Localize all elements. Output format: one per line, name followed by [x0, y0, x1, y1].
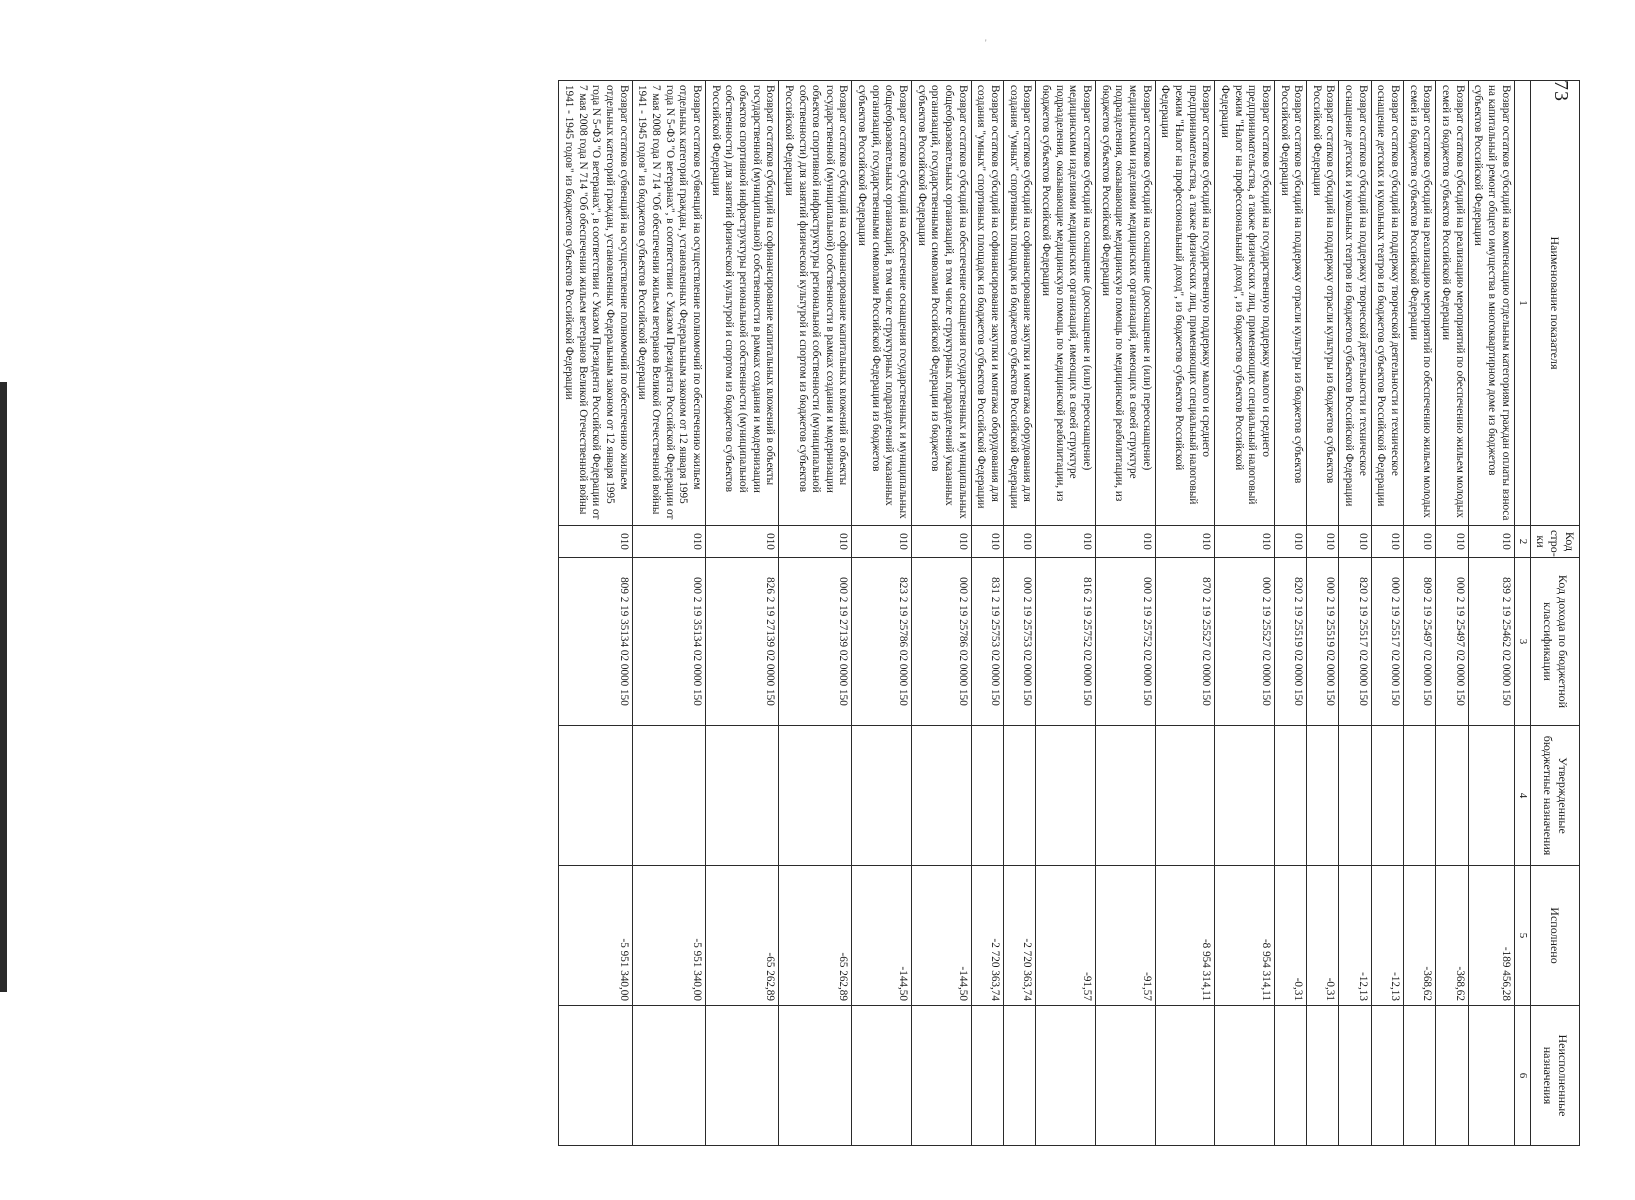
row-unexecuted	[1371, 1006, 1403, 1146]
header-line-code: Код стро-ки	[1531, 526, 1580, 558]
row-line-code: 010	[705, 526, 778, 558]
budget-execution-table	[558, 80, 1580, 1146]
row-approved	[1215, 726, 1275, 866]
table-row	[632, 81, 705, 1146]
row-executed: -368,62	[1404, 866, 1436, 1006]
row-income-code: 000 2 19 25752 02 0000 150	[1096, 558, 1156, 726]
row-approved	[1096, 726, 1156, 866]
row-income-code: 823 2 19 25786 02 0000 150	[852, 558, 912, 726]
row-unexecuted	[705, 1006, 778, 1146]
header-executed: Исполнено	[1531, 866, 1580, 1006]
row-unexecuted	[559, 1006, 632, 1146]
row-executed: -2 720 363,74	[1004, 866, 1036, 1006]
table-row	[1096, 81, 1156, 1146]
table-row	[852, 81, 912, 1146]
row-approved	[1274, 726, 1306, 866]
row-indicator-name: Возврат остатков субсидий на реализацию мероприятий по обеспечению жильем молодых семей из бюджетов субъектов Российской Федерации	[1436, 81, 1468, 526]
row-indicator-name: Возврат остатков субсидий на поддержку творческой деятельности и техническое оснащение детских и кукольных театров из бюджетов субъектов Российской Федерации	[1339, 81, 1371, 526]
row-indicator-name: Возврат остатков субсидий на софинансирование закупки и монтажа оборудования для создания "умных" спортивных площадок из бюджетов субъектов Российской Федерации	[1004, 81, 1036, 526]
header-indicator-name: Наименование показателя	[1531, 81, 1580, 526]
row-executed: -368,62	[1436, 866, 1468, 1006]
row-indicator-name: Возврат остатков субвенций на осуществление полномочий по обеспечению жильем отдельных категорий граждан, установленных Федеральным законом от 12 января 1995 года N 5-ФЗ "О ветеранах", в соответствии с Указом Президента Российской Федерации от 7 мая 2008 года N 714 "Об обеспечении жильем ветеранов Великой Отечественной войны 1941 - 1945 годов" из бюджетов субъектов Российской Федерации	[559, 81, 632, 526]
row-line-code: 010	[1155, 526, 1215, 558]
row-executed: -91,57	[1096, 866, 1156, 1006]
table-row	[1036, 81, 1096, 1146]
row-unexecuted	[1274, 1006, 1306, 1146]
row-income-code: 809 2 19 25497 02 0000 150	[1404, 558, 1436, 726]
row-line-code: 010	[971, 526, 1003, 558]
row-indicator-name: Возврат остатков субсидий на государственную поддержку малого и среднего предпринимательства, а также физических лиц, применяющих специальный налоговый режим "Налог на профессиональный доход", из бюджетов субъектов Российской Федерации	[1155, 81, 1215, 526]
row-line-code: 010	[912, 526, 972, 558]
row-executed: -144,50	[912, 866, 972, 1006]
table-row	[1274, 81, 1306, 1146]
row-unexecuted	[1307, 1006, 1339, 1146]
row-indicator-name: Возврат остатков субсидий на софинансирование капитальных вложений в объекты государственной (муниципальной) собственности в рамках создания и модернизации объектов спортивной инфраструктуры региональной собственности (муниципальной собственности) для занятий физической культурой и спортом из бюджетов субъектов Российской Федерации	[779, 81, 852, 526]
row-line-code: 010	[852, 526, 912, 558]
row-unexecuted	[1155, 1006, 1215, 1146]
row-unexecuted	[971, 1006, 1003, 1146]
column-number: 4	[1514, 726, 1530, 866]
row-unexecuted	[852, 1006, 912, 1146]
row-income-code: 820 2 19 25517 02 0000 150	[1339, 558, 1371, 726]
row-approved	[852, 726, 912, 866]
row-line-code: 010	[779, 526, 852, 558]
row-executed: -5 951 340,00	[632, 866, 705, 1006]
row-line-code: 010	[1339, 526, 1371, 558]
row-approved	[779, 726, 852, 866]
row-income-code: 000 2 19 35134 02 0000 150	[632, 558, 705, 726]
row-unexecuted	[779, 1006, 852, 1146]
row-income-code: 816 2 19 25752 02 0000 150	[1036, 558, 1096, 726]
row-indicator-name: Возврат остатков субсидий на поддержку творческой деятельности и техническое оснащение детских и кукольных театров из бюджетов субъектов Российской Федерации	[1371, 81, 1403, 526]
row-executed: -91,57	[1036, 866, 1096, 1006]
table-row	[1468, 81, 1514, 1146]
row-executed: -144,50	[852, 866, 912, 1006]
row-approved	[1307, 726, 1339, 866]
row-executed: -5 951 340,00	[559, 866, 632, 1006]
column-number: 1	[1514, 81, 1530, 526]
row-indicator-name: Возврат остатков субсидий на поддержку отрасли культуры из бюджетов субъектов Российской Федерации	[1307, 81, 1339, 526]
row-executed: -12,13	[1371, 866, 1403, 1006]
row-income-code: 000 2 19 25517 02 0000 150	[1371, 558, 1403, 726]
row-executed: -8 954 314,11	[1155, 866, 1215, 1006]
row-income-code: 809 2 19 35134 02 0000 150	[559, 558, 632, 726]
page-number: 73	[1550, 80, 1572, 102]
row-executed: -189 456,28	[1468, 866, 1514, 1006]
row-indicator-name: Возврат остатков субсидий на реализацию мероприятий по обеспечению жильем молодых семей из бюджетов субъектов Российской Федерации	[1404, 81, 1436, 526]
row-approved	[632, 726, 705, 866]
row-income-code: 000 2 19 25497 02 0000 150	[1436, 558, 1468, 726]
row-approved	[1468, 726, 1514, 866]
row-income-code: 820 2 19 25519 02 0000 150	[1274, 558, 1306, 726]
table-row	[1371, 81, 1403, 1146]
row-executed: -65 262,89	[705, 866, 778, 1006]
row-line-code: 010	[1096, 526, 1156, 558]
row-unexecuted	[1215, 1006, 1275, 1146]
row-line-code: 010	[1004, 526, 1036, 558]
row-unexecuted	[1468, 1006, 1514, 1146]
column-number: 3	[1514, 558, 1530, 726]
row-income-code: 000 2 19 25519 02 0000 150	[1307, 558, 1339, 726]
row-executed: -0,31	[1274, 866, 1306, 1006]
row-approved	[705, 726, 778, 866]
row-line-code: 010	[1468, 526, 1514, 558]
table-row	[1155, 81, 1215, 1146]
row-income-code: 000 2 19 25527 02 0000 150	[1215, 558, 1275, 726]
row-indicator-name: Возврат остатков субсидий на компенсацию отдельным категориям граждан оплаты взноса на капитальный ремонт общего имущества в многоквартирном доме из бюджетов субъектов Российской Федерации	[1468, 81, 1514, 526]
row-approved	[971, 726, 1003, 866]
row-unexecuted	[1436, 1006, 1468, 1146]
table-row	[1307, 81, 1339, 1146]
table-row	[1404, 81, 1436, 1146]
row-executed: -0,31	[1307, 866, 1339, 1006]
table-header-row	[1531, 81, 1580, 1146]
header-unexecuted: Неисполненные назначения	[1531, 1006, 1580, 1146]
row-line-code: 010	[1307, 526, 1339, 558]
table-row	[1339, 81, 1371, 1146]
row-unexecuted	[912, 1006, 972, 1146]
column-number: 6	[1514, 1006, 1530, 1146]
table-row	[559, 81, 632, 1146]
row-indicator-name: Возврат остатков субсидий на государственную поддержку малого и среднего предпринимательства, а также физических лиц, применяющих специальный налоговый режим "Налог на профессиональный доход", из бюджетов субъектов Российской Федерации	[1215, 81, 1275, 526]
row-approved	[1036, 726, 1096, 866]
row-unexecuted	[1339, 1006, 1371, 1146]
row-line-code: 010	[1371, 526, 1403, 558]
table-row	[705, 81, 778, 1146]
row-unexecuted	[632, 1006, 705, 1146]
row-approved	[1371, 726, 1403, 866]
row-approved	[912, 726, 972, 866]
row-line-code: 010	[632, 526, 705, 558]
budget-report-page	[160, 80, 1580, 1145]
row-line-code: 010	[1036, 526, 1096, 558]
row-indicator-name: Возврат остатков субсидий на оснащение (дооснащение и (или) переоснащение) медицинскими изделиями медицинских организаций, имеющих в своей структуре подразделения, оказывающие медицинскую помощь по медицинской реабилитации, из бюджетов субъектов Российской Федерации	[1096, 81, 1156, 526]
header-approved: Утвержденные бюджетные назначения	[1531, 726, 1580, 866]
table-row	[912, 81, 972, 1146]
row-executed: -65 262,89	[779, 866, 852, 1006]
row-indicator-name: Возврат остатков субсидий на обеспечение оснащения государственных и муниципальных общеобразовательных организаций, в том числе структурных подразделений указанных организаций, государственными символами Российской Федерации из бюджетов субъектов Российской Федерации	[912, 81, 972, 526]
row-executed: -12,13	[1339, 866, 1371, 1006]
row-approved	[559, 726, 632, 866]
row-approved	[1155, 726, 1215, 866]
row-unexecuted	[1096, 1006, 1156, 1146]
row-unexecuted	[1004, 1006, 1036, 1146]
row-income-code: 000 2 19 27139 02 0000 150	[779, 558, 852, 726]
row-indicator-name: Возврат остатков субсидий на обеспечение оснащения государственных и муниципальных общеобразовательных организаций, в том числе структурных подразделений указанных организаций, государственными символами Российской Федерации из бюджетов субъектов Российской Федерации	[852, 81, 912, 526]
row-approved	[1339, 726, 1371, 866]
column-number: 2	[1514, 526, 1530, 558]
table-row	[1436, 81, 1468, 1146]
column-number: 5	[1514, 866, 1530, 1006]
row-approved	[1404, 726, 1436, 866]
row-unexecuted	[1036, 1006, 1096, 1146]
row-income-code: 839 2 19 25462 02 0000 150	[1468, 558, 1514, 726]
row-line-code: 010	[1404, 526, 1436, 558]
table-row	[1215, 81, 1275, 1146]
row-approved	[1436, 726, 1468, 866]
row-line-code: 010	[1215, 526, 1275, 558]
row-executed: -2 720 363,74	[971, 866, 1003, 1006]
row-unexecuted	[1404, 1006, 1436, 1146]
row-income-code: 870 2 19 25527 02 0000 150	[1155, 558, 1215, 726]
table-row	[779, 81, 852, 1146]
row-line-code: 010	[1274, 526, 1306, 558]
header-income-code: Код дохода по бюджетной классификации	[1531, 558, 1580, 726]
row-indicator-name: Возврат остатков субсидий на софинансирование закупки и монтажа оборудования для создания "умных" спортивных площадок из бюджетов субъектов Российской Федерации	[971, 81, 1003, 526]
row-income-code: 000 2 19 25786 02 0000 150	[912, 558, 972, 726]
row-line-code: 010	[559, 526, 632, 558]
table-row	[971, 81, 1003, 1146]
table-row	[1004, 81, 1036, 1146]
column-number-row	[1514, 81, 1530, 1146]
row-income-code: 000 2 19 25753 02 0000 150	[1004, 558, 1036, 726]
scan-edge-shadow	[0, 382, 7, 992]
row-line-code: 010	[1436, 526, 1468, 558]
scan-artifact-mark: '	[985, 38, 987, 48]
row-executed: -8 954 314,11	[1215, 866, 1275, 1006]
row-income-code: 826 2 19 27139 02 0000 150	[705, 558, 778, 726]
table-body	[559, 81, 1514, 1146]
row-indicator-name: Возврат остатков субвенций на осуществление полномочий по обеспечению жильем отдельных категорий граждан, установленных Федеральным законом от 12 января 1995 года N 5-ФЗ "О ветеранах", в соответствии с Указом Президента Российской Федерации от 7 мая 2008 года N 714 "Об обеспечении жильем ветеранов Великой Отечественной войны 1941 - 1945 годов" из бюджетов субъектов Российской Федерации	[632, 81, 705, 526]
row-indicator-name: Возврат остатков субсидий на оснащение (дооснащение и (или) переоснащение) медицинскими изделиями медицинских организаций, имеющих в своей структуре подразделения, оказывающие медицинскую помощь по медицинской реабилитации, из бюджетов субъектов Российской Федерации	[1036, 81, 1096, 526]
row-indicator-name: Возврат остатков субсидий на софинансирование капитальных вложений в объекты государственной (муниципальной) собственности в рамках создания и модернизации объектов спортивной инфраструктуры региональной собственности (муниципальной собственности) для занятий физической культурой и спортом из бюджетов субъектов Российской Федерации	[705, 81, 778, 526]
row-approved	[1004, 726, 1036, 866]
row-income-code: 831 2 19 25753 02 0000 150	[971, 558, 1003, 726]
row-indicator-name: Возврат остатков субсидий на поддержку отрасли культуры из бюджетов субъектов Российской Федерации	[1274, 81, 1306, 526]
